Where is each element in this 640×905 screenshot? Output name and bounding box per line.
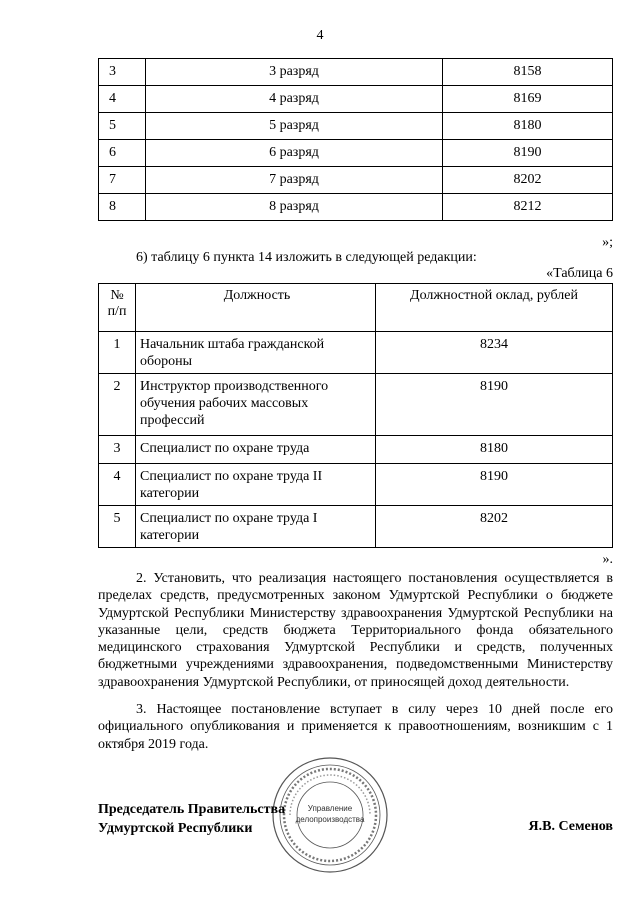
table2-closing-quote: ». xyxy=(602,552,613,567)
table-row xyxy=(99,140,613,167)
header-number xyxy=(99,284,136,332)
position-cell: Начальник штаба гражданской обороны xyxy=(136,332,376,374)
row-number: 2 xyxy=(99,374,136,436)
row-number: 3 xyxy=(99,59,146,86)
grade-cell: 3 разряд xyxy=(146,59,443,86)
table-row xyxy=(99,59,613,86)
grade-cell: 6 разряд xyxy=(146,140,443,167)
position-cell: Специалист по охране труда I категории xyxy=(136,506,376,548)
seal-line2: делопроизводства xyxy=(295,815,365,824)
grade-cell: 4 разряд xyxy=(146,86,443,113)
table-header-row xyxy=(99,284,613,332)
grade-cell: 7 разряд xyxy=(146,167,443,194)
seal-line1: Управление xyxy=(307,804,353,813)
position-cell: Специалист по охране труда II категории xyxy=(136,464,376,506)
salary-cell: 8180 xyxy=(443,113,613,140)
paragraph-3 xyxy=(98,701,613,753)
salary-cell: 8190 xyxy=(376,464,613,506)
header-number-line1: № xyxy=(110,288,124,303)
salary-cell: 8180 xyxy=(376,436,613,464)
row-number: 3 xyxy=(99,436,136,464)
row-number: 8 xyxy=(99,194,146,221)
table-row xyxy=(99,194,613,221)
signer-name: Я.В. Семенов xyxy=(528,819,613,834)
salary-cell: 8202 xyxy=(376,506,613,548)
official-seal xyxy=(270,755,390,875)
table-row xyxy=(99,506,613,548)
table1-closing-quote: »; xyxy=(602,235,613,250)
header-salary: Должностной оклад, рублей xyxy=(376,284,613,332)
salary-cell: 8234 xyxy=(376,332,613,374)
position-cell: Специалист по охране труда xyxy=(136,436,376,464)
row-number: 5 xyxy=(99,506,136,548)
row-number: 4 xyxy=(99,464,136,506)
row-number: 1 xyxy=(99,332,136,374)
header-position: Должность xyxy=(136,284,376,332)
salary-cell: 8212 xyxy=(443,194,613,221)
table-row xyxy=(99,113,613,140)
table-row xyxy=(99,332,613,374)
table2-caption: «Таблица 6 xyxy=(546,266,613,281)
salary-cell: 8158 xyxy=(443,59,613,86)
row-number: 4 xyxy=(99,86,146,113)
salary-cell: 8202 xyxy=(443,167,613,194)
header-number-line2: п/п xyxy=(107,304,127,319)
row-number: 7 xyxy=(99,167,146,194)
signer-title-line2: Удмуртской Республики xyxy=(98,821,253,836)
page-number: 4 xyxy=(316,28,324,43)
table-row xyxy=(99,436,613,464)
signer-title-line1: Председатель Правительства xyxy=(98,802,286,817)
paragraph-2 xyxy=(98,570,613,691)
row-number: 6 xyxy=(99,140,146,167)
grade-salary-table xyxy=(98,58,613,221)
table-row xyxy=(99,374,613,436)
salary-cell: 8190 xyxy=(443,140,613,167)
paragraph-2-text: 2. Установить, что реализация настоящего постановления осуществляется в пределах средств, предусмотренных законом Удмуртской Республики о бюджете Удмуртской Республики Министерству здравоохранения Удмуртской Республики на указанные цели, средств бюджета Территориального фонда обязательного медицинского страхования Удмуртской Республики и средств, полученных бюджетными учреждениями здравоохранения, подведомственными Министерству здравоохранения Удмуртской Республики, от приносящей доход деятельности. xyxy=(98,571,613,690)
salary-cell: 8169 xyxy=(443,86,613,113)
position-salary-table xyxy=(98,283,613,548)
grade-cell: 5 разряд xyxy=(146,113,443,140)
position-cell: Инструктор производственного обучения рабочих массовых профессий xyxy=(136,374,376,436)
table-row xyxy=(99,167,613,194)
table-row xyxy=(99,86,613,113)
item6-text: 6) таблицу 6 пункта 14 изложить в следующей редакции: xyxy=(136,250,477,265)
signer-title xyxy=(98,800,285,838)
paragraph-3-text: 3. Настоящее постановление вступает в силу через 10 дней после его официального опубликования и применяется к правоотношениям, возникшим с 1 октября 2019 года. xyxy=(98,702,613,752)
table-row xyxy=(99,464,613,506)
row-number: 5 xyxy=(99,113,146,140)
grade-cell: 8 разряд xyxy=(146,194,443,221)
salary-cell: 8190 xyxy=(376,374,613,436)
